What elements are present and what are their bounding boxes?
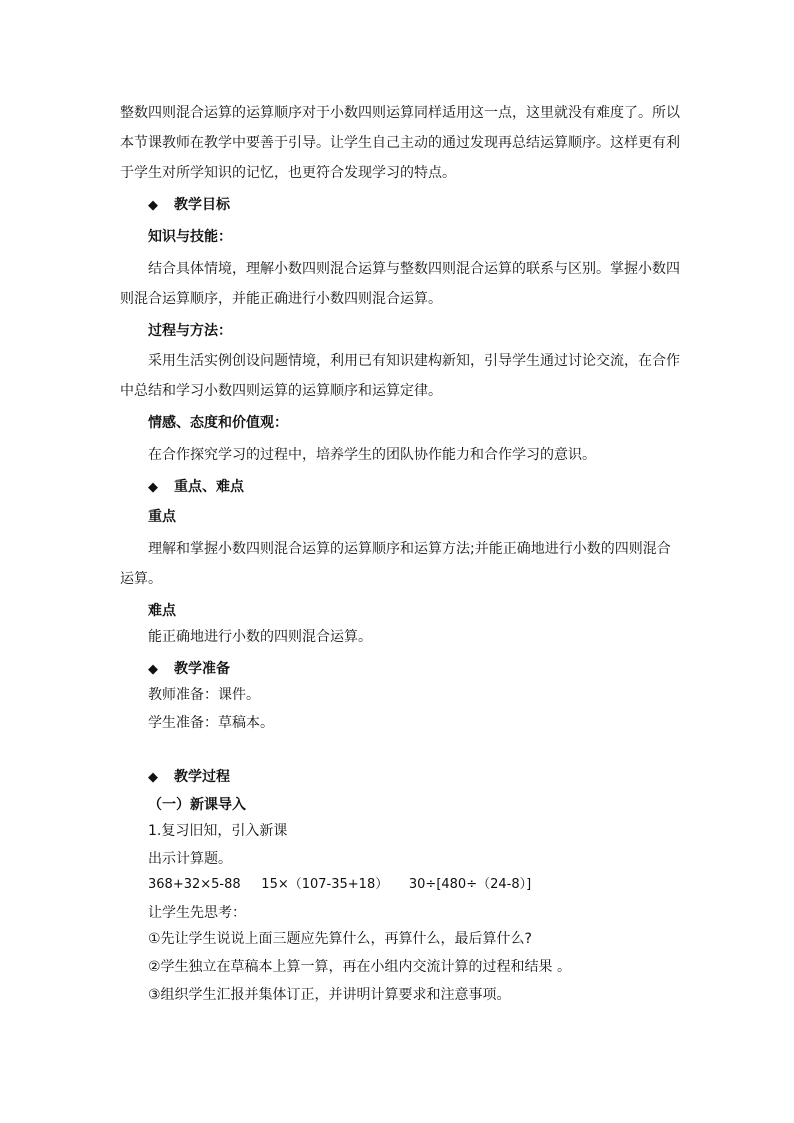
teacher-preparation: 教师准备：课件。 xyxy=(148,687,260,703)
student-preparation: 学生准备：草稿本。 xyxy=(148,715,274,731)
list-item: ①先让学生说说上面三题应先算什么，再算什么，最后算什么? xyxy=(148,931,532,947)
show-problems-text: 出示计算题。 xyxy=(148,851,232,867)
process-method-line-2: 中总结和学习小数四则运算的运算顺序和运算定律。 xyxy=(120,383,442,399)
section-heading-preparation xyxy=(148,660,230,679)
diamond-bullet-icon: ◆ xyxy=(148,480,158,495)
knowledge-title: 知识与技能： xyxy=(148,229,232,245)
preparation-heading: 教学准备 xyxy=(174,661,230,677)
difficult-point-line-1: 能正确地进行小数的四则混合运算。 xyxy=(148,629,372,645)
process-method-title: 过程与方法： xyxy=(148,323,232,339)
key-point-line-2: 运算。 xyxy=(120,571,162,587)
key-point-title: 重点 xyxy=(148,509,176,525)
list-item: ②学生独立在草稿本上算一算，再在小组内交流计算的过程和结果 。 xyxy=(148,959,571,975)
diamond-bullet-icon: ◆ xyxy=(148,770,158,785)
knowledge-line-2: 则混合运算顺序，并能正确进行小数四则混合运算。 xyxy=(120,291,442,307)
think-prompt: 让学生先思考： xyxy=(148,905,246,921)
emotion-title: 情感、态度和价值观： xyxy=(148,415,288,431)
section-heading-process xyxy=(148,768,230,787)
key-point-line-1: 理解和掌握小数四则混合运算的运算顺序和运算方法;并能正确地进行小数的四则混合 xyxy=(148,541,671,557)
difficult-point-title: 难点 xyxy=(148,603,176,619)
knowledge-line-1: 结合具体情境，理解小数四则混合运算与整数四则混合运算的联系与区别。掌握小数四 xyxy=(148,261,680,277)
process-method-line-1: 采用生活实例创设问题情境，利用已有知识建构新知，引导学生通过讨论交流，在合作 xyxy=(148,353,680,369)
diamond-bullet-icon: ◆ xyxy=(148,198,158,213)
intro-line-1: 整数四则混合运算的运算顺序对于小数四则运算同样适用这一点，这里就没有难度了。所以 xyxy=(120,105,680,121)
section-heading-key-points xyxy=(148,478,244,497)
intro-line-3: 于学生对所学知识的记忆，也更符合发现学习的特点。 xyxy=(120,165,456,181)
calculation-problems: 368+32×5-88 15×（107-35+18） 30÷[480÷（24-8）] xyxy=(148,877,532,892)
key-points-heading: 重点、难点 xyxy=(174,479,244,495)
intro-line-2: 本节课教师在教学中要善于引导。让学生自己主动的通过发现再总结运算顺序。这样更有利 xyxy=(120,135,680,151)
emotion-line-1: 在合作探究学习的过程中，培养学生的团队协作能力和合作学习的意识。 xyxy=(148,447,596,463)
process-heading: 教学过程 xyxy=(174,769,230,785)
section-heading-objectives xyxy=(148,196,230,215)
list-item: ③组织学生汇报并集体订正，并讲明计算要求和注意事项。 xyxy=(148,987,511,1003)
diamond-bullet-icon: ◆ xyxy=(148,662,158,677)
part-one-heading: （一）新课导入 xyxy=(148,797,246,813)
step-one: 1.复习旧知，引入新课 xyxy=(148,823,288,839)
objectives-heading: 教学目标 xyxy=(174,197,230,213)
